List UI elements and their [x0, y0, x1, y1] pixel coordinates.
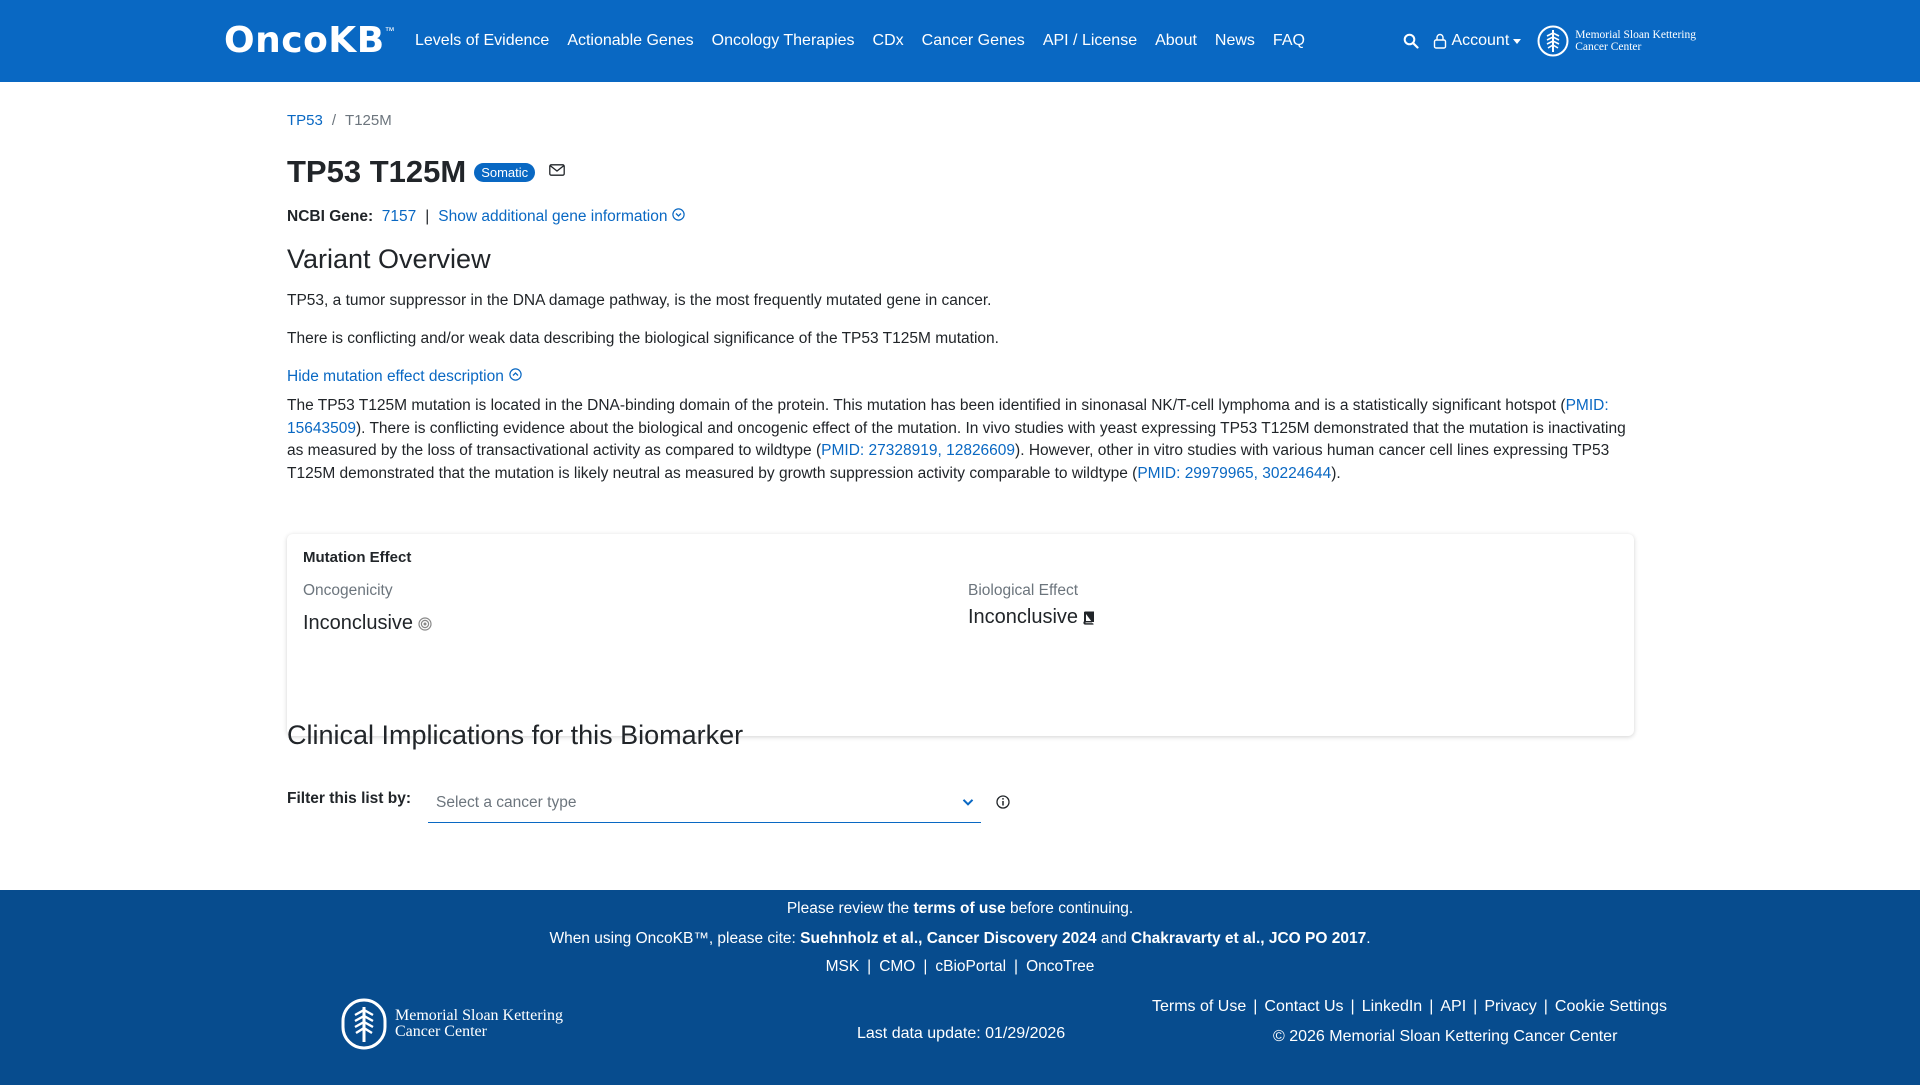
biological-effect-label: Biological Effect: [968, 582, 1078, 599]
ncbi-gene-link[interactable]: 7157: [381, 208, 417, 225]
breadcrumb: [287, 112, 392, 129]
terms-of-use-link[interactable]: terms of use: [913, 900, 1006, 917]
nav-faq[interactable]: FAQ: [1272, 32, 1305, 49]
desc-part-2: ). There is conflicting evidence about the biological and oncogenic effect of the mutation. In vivo studies with yeast expressing TP53 T125M demonstrated that the mutation is inactivating as measured by the loss of transactivational activity as compared to wildtype (: [287, 419, 1626, 460]
filter-label: Filter this list by:: [287, 790, 412, 807]
biological-effect-value-text: Inconclusive: [968, 606, 1079, 628]
pmid-link-1[interactable]: PMID: 15643509: [287, 397, 1609, 437]
nav-cdx[interactable]: CDx: [872, 32, 904, 49]
nav-right: [1403, 0, 1696, 82]
user-lock-icon: [1433, 33, 1447, 49]
oncogenicity-value: [303, 612, 432, 635]
msk-logo-icon: [341, 998, 387, 1050]
footer-msk-line2: Cancer Center: [395, 1023, 487, 1040]
desc-part-3: ). However, other in vitro studies with various human cancer cell lines expressing TP53 T125M demonstrated that the mutation is likely neutral as measured by growth suppression activity comparable to wildtype (: [287, 442, 1610, 482]
footer-contact-us[interactable]: Contact Us: [1264, 998, 1344, 1015]
pipe: |: [1014, 958, 1019, 975]
desc-part-1: The TP53 T125M mutation is located in the DNA-binding domain of the protein. This mutation has been identified in sinonasal NK/T-cell lymphoma and is a statistically significant hotspot (: [287, 397, 1566, 414]
footer-msk-text: [395, 1008, 563, 1040]
terms-pre: Please review the: [786, 900, 910, 917]
chevron-circle-up-icon: [509, 368, 522, 386]
mutation-effect-description: [287, 395, 1634, 485]
pmid-link-2[interactable]: PMID: 27328919, 12826609: [821, 442, 1016, 460]
variant-overview-heading: Variant Overview: [287, 244, 491, 274]
pipe: |: [1543, 998, 1548, 1015]
footer-msk-logo[interactable]: [341, 998, 563, 1050]
logo-tm: ™: [384, 26, 395, 37]
page-title: TP53 T125M: [287, 154, 467, 189]
somatic-badge: Somatic: [474, 163, 535, 182]
clinical-implications-heading: Clinical Implications for this Biomarker: [287, 720, 744, 750]
breadcrumb-variant: T125M: [345, 112, 392, 129]
cite-link-1[interactable]: Suehnholz et al., Cancer Discovery 2024: [800, 930, 1097, 947]
gene-info-separator: |: [425, 208, 430, 225]
variant-summary: There is conflicting and/or weak data describing the biological significance of the TP53 T125M mutation.: [287, 330, 999, 347]
footer-linkedin[interactable]: LinkedIn: [1361, 998, 1423, 1015]
mutation-effect-card: [287, 534, 1634, 736]
cite-and: and: [1100, 930, 1127, 947]
nav-cancer-genes[interactable]: Cancer Genes: [921, 32, 1025, 49]
book-icon[interactable]: [1082, 611, 1095, 625]
footer-links: [1152, 998, 1667, 1016]
cite-end: .: [1366, 930, 1371, 947]
nav-links: [415, 0, 1323, 82]
footer: [0, 890, 1920, 1085]
chevron-circle-down-icon[interactable]: [672, 208, 685, 226]
partner-cbioportal[interactable]: cBioPortal: [935, 958, 1007, 975]
caret-down-icon: [1513, 39, 1521, 44]
cite-pre: When using OncoKB™, please cite:: [549, 930, 796, 947]
nav-actionable-genes[interactable]: Actionable Genes: [567, 32, 694, 49]
oncogenicity-label: Oncogenicity: [303, 582, 393, 599]
biological-effect-value: [968, 606, 1095, 629]
nav-news[interactable]: News: [1214, 32, 1255, 49]
cancer-type-placeholder: Select a cancer type: [436, 793, 577, 811]
logo-text: OncoKB: [224, 20, 385, 61]
pipe: |: [1473, 998, 1478, 1015]
nav-levels-of-evidence[interactable]: Levels of Evidence: [415, 32, 550, 49]
partner-oncotree[interactable]: OncoTree: [1026, 958, 1095, 975]
cite-link-2[interactable]: Chakravarty et al., JCO PO 2017: [1131, 930, 1367, 947]
title-row: [287, 154, 565, 190]
partner-msk[interactable]: MSK: [825, 958, 860, 975]
last-data-update: Last data update: 01/29/2026: [857, 1025, 1066, 1042]
nav-api-license[interactable]: API / License: [1042, 32, 1138, 49]
chevron-down-icon: [961, 795, 975, 809]
mail-icon[interactable]: [549, 163, 565, 181]
account-dropdown[interactable]: [1433, 32, 1521, 50]
footer-terms-line: [0, 900, 1920, 918]
gene-summary: TP53, a tumor suppressor in the DNA damage pathway, is the most frequently mutated gene in cancer.: [287, 292, 992, 309]
pipe: |: [1253, 998, 1258, 1015]
top-navbar: [0, 0, 1920, 82]
footer-copyright: © 2026 Memorial Sloan Kettering Cancer Center: [1273, 1028, 1618, 1045]
pipe: |: [1350, 998, 1355, 1015]
footer-terms-of-use[interactable]: Terms of Use: [1152, 998, 1247, 1015]
oncogenicity-value-text: Inconclusive: [303, 612, 414, 634]
msk-nav-logo[interactable]: [1537, 25, 1696, 57]
info-icon[interactable]: [996, 795, 1010, 809]
footer-api[interactable]: API: [1440, 998, 1467, 1015]
footer-cite-line: [0, 930, 1920, 948]
msk-line2: Cancer Center: [1575, 41, 1642, 53]
msk-line1: Memorial Sloan Kettering: [1575, 29, 1696, 41]
account-label: Account: [1451, 32, 1510, 49]
partner-cmo[interactable]: CMO: [879, 958, 916, 975]
msk-nav-text: [1575, 29, 1696, 53]
hide-mutation-effect-toggle[interactable]: [287, 368, 522, 386]
search-icon[interactable]: [1403, 33, 1419, 49]
pmid-link-3[interactable]: PMID: 29979965, 30224644: [1137, 464, 1332, 482]
pipe: |: [1429, 998, 1434, 1015]
mutation-effect-title: Mutation Effect: [303, 549, 412, 566]
footer-privacy[interactable]: Privacy: [1484, 998, 1537, 1015]
show-gene-info-toggle[interactable]: Show additional gene information: [438, 208, 668, 225]
nav-oncology-therapies[interactable]: Oncology Therapies: [711, 32, 855, 49]
msk-logo-icon: [1537, 25, 1569, 57]
gene-info-row: [287, 208, 685, 226]
cancer-type-select[interactable]: [428, 783, 981, 823]
pipe: |: [867, 958, 872, 975]
pipe: |: [923, 958, 928, 975]
ncbi-gene-label: NCBI Gene:: [287, 208, 374, 225]
footer-msk-line1: Memorial Sloan Kettering: [395, 1007, 563, 1024]
desc-part-4: ).: [1331, 464, 1341, 482]
footer-cookie-settings[interactable]: Cookie Settings: [1554, 998, 1667, 1015]
oncokb-logo[interactable]: [224, 20, 395, 62]
breadcrumb-gene-link[interactable]: TP53: [287, 112, 323, 129]
terms-post: before continuing.: [1009, 900, 1134, 917]
nav-about[interactable]: About: [1155, 32, 1197, 49]
oncogenicity-target-icon[interactable]: [418, 617, 432, 631]
breadcrumb-separator: /: [331, 112, 337, 129]
hide-mutation-effect-label: Hide mutation effect description: [287, 368, 504, 385]
footer-partner-links: [0, 958, 1920, 976]
